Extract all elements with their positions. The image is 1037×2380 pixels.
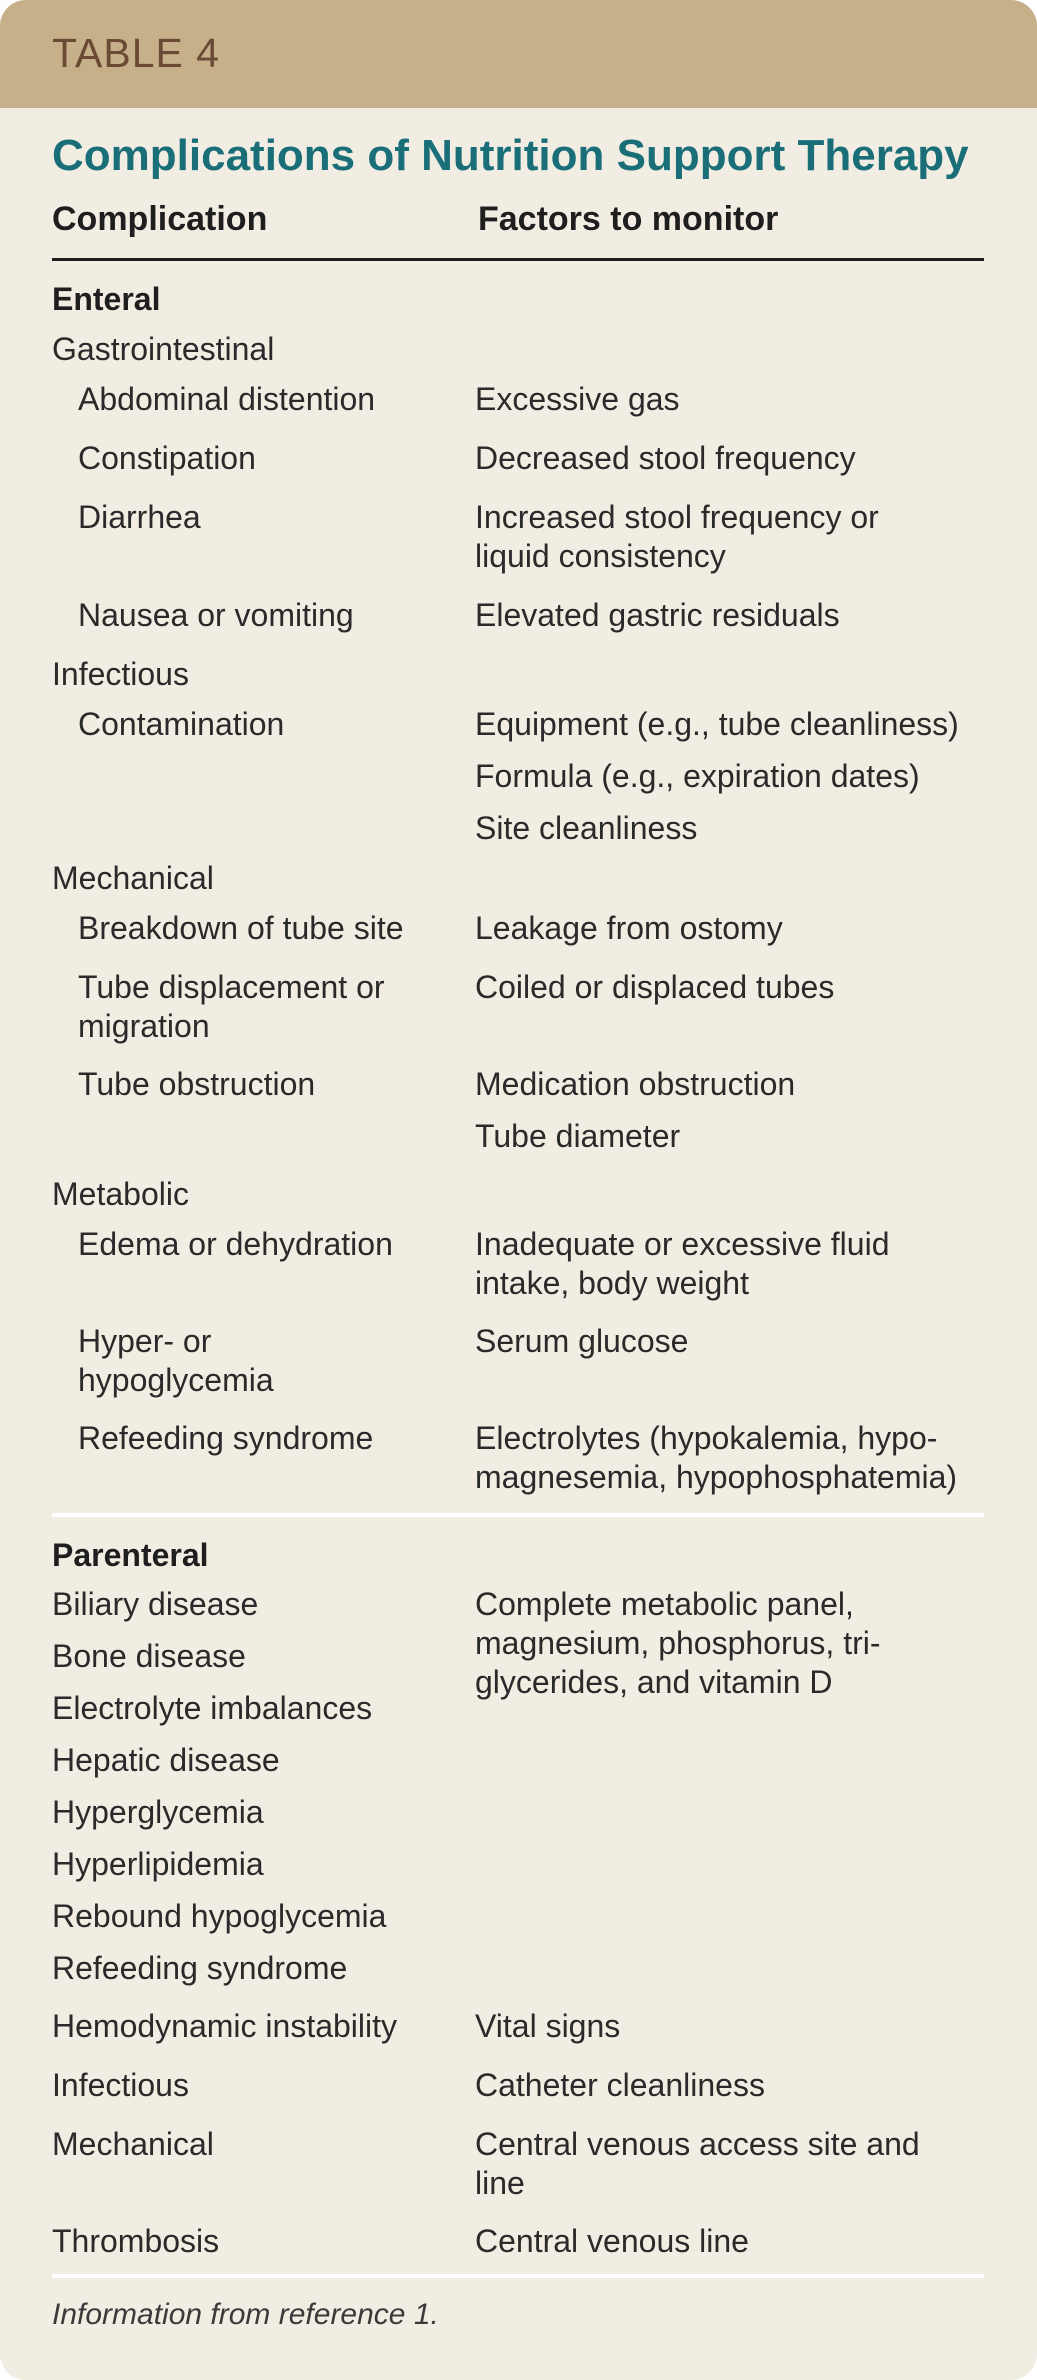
complication-cell: Contamination bbox=[78, 706, 285, 742]
factor-cell: Formula (e.g., expiration dates) bbox=[475, 758, 920, 794]
table-label: TABLE 4 bbox=[52, 30, 221, 76]
complication-cell: Electrolyte imbalances bbox=[52, 1690, 373, 1726]
footer-divider bbox=[52, 2274, 984, 2278]
factor-cell: Complete metabolic panel, magnesium, phosphorus, tri-glycerides, and vitamin D bbox=[475, 1586, 881, 1700]
factor-cell: Coiled or displaced tubes bbox=[475, 969, 835, 1005]
table-title: Complications of Nutrition Support Therapy bbox=[52, 131, 969, 180]
source-footnote: Information from reference 1. bbox=[52, 2298, 439, 2331]
complication-cell: Diarrhea bbox=[78, 499, 201, 535]
factor-cell: Leakage from ostomy bbox=[475, 910, 783, 946]
complication-cell: Mechanical bbox=[52, 2126, 214, 2162]
complication-cell: Infectious bbox=[52, 2067, 189, 2103]
complication-cell: Hemodynamic instability bbox=[52, 2008, 398, 2044]
section-heading-enteral: Enteral bbox=[52, 281, 161, 317]
complication-cell: Breakdown of tube site bbox=[78, 910, 404, 946]
subgroup-label: Metabolic bbox=[52, 1176, 189, 1212]
factor-cell: Equipment (e.g., tube cleanliness) bbox=[475, 706, 959, 742]
factor-cell: Decreased stool frequency bbox=[475, 440, 856, 476]
complication-cell: Hepatic disease bbox=[52, 1742, 280, 1778]
factor-cell: Elevated gastric residuals bbox=[475, 597, 840, 633]
complication-cell: Hyperglycemia bbox=[52, 1794, 264, 1830]
complication-cell: Rebound hypoglycemia bbox=[52, 1898, 387, 1934]
subgroup-label: Gastrointestinal bbox=[52, 331, 275, 367]
column-header-factors: Factors to monitor bbox=[478, 200, 779, 238]
factor-cell: Medication obstruction bbox=[475, 1066, 796, 1102]
factor-cell: Catheter cleanliness bbox=[475, 2067, 765, 2103]
factor-cell: Tube diameter bbox=[475, 1118, 681, 1154]
complication-cell: Hyper- or hypoglycemia bbox=[78, 1323, 274, 1398]
factor-cell: Central venous line bbox=[475, 2223, 749, 2259]
complication-cell: Hyperlipidemia bbox=[52, 1846, 264, 1882]
complication-cell: Abdominal distention bbox=[78, 381, 376, 417]
section-heading-parenteral: Parenteral bbox=[52, 1537, 209, 1573]
complication-cell: Tube displacement or migration bbox=[78, 969, 385, 1044]
factor-cell: Electrolytes (hypokalemia, hypo-magnesemia, hypophosphatemia) bbox=[475, 1420, 958, 1495]
complication-cell: Biliary disease bbox=[52, 1586, 259, 1622]
factor-cell: Vital signs bbox=[475, 2008, 621, 2044]
column-header-complication: Complication bbox=[52, 200, 268, 238]
complication-cell: Edema or dehydration bbox=[78, 1226, 393, 1262]
complication-cell: Bone disease bbox=[52, 1638, 246, 1674]
complication-cell: Refeeding syndrome bbox=[52, 1950, 348, 1986]
section-divider bbox=[52, 1513, 984, 1517]
factor-cell: Inadequate or excessive fluid intake, body weight bbox=[475, 1226, 890, 1301]
complication-cell: Tube obstruction bbox=[78, 1066, 316, 1102]
header-divider bbox=[52, 258, 984, 261]
subgroup-label: Infectious bbox=[52, 656, 189, 692]
complication-cell: Thrombosis bbox=[52, 2223, 220, 2259]
complication-cell: Constipation bbox=[78, 440, 256, 476]
factor-cell: Increased stool frequency or liquid consistency bbox=[475, 499, 879, 574]
complication-cell: Refeeding syndrome bbox=[78, 1420, 374, 1456]
subgroup-label: Mechanical bbox=[52, 860, 214, 896]
factor-cell: Site cleanliness bbox=[475, 810, 698, 846]
table-label-bar bbox=[0, 0, 1037, 108]
factor-cell: Serum glucose bbox=[475, 1323, 689, 1359]
complication-cell: Nausea or vomiting bbox=[78, 597, 354, 633]
factor-cell: Excessive gas bbox=[475, 381, 680, 417]
factor-cell: Central venous access site and line bbox=[475, 2126, 920, 2201]
